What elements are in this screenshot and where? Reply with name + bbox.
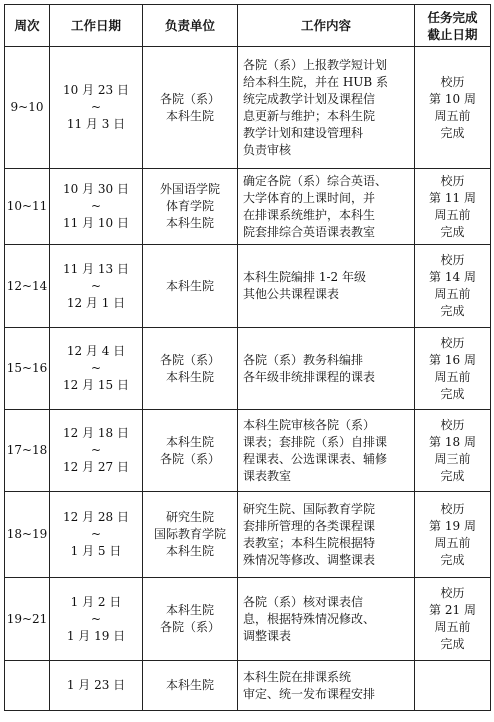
header-deadline	[415, 5, 491, 47]
date-end: 1 月 5 日	[70, 544, 122, 558]
content-line: 各院（系）上报教学短计划	[243, 57, 388, 72]
table-body	[5, 47, 491, 711]
content-line: 殊情况等修改、调整课表	[243, 552, 376, 567]
deadline-line: 完成	[440, 224, 465, 239]
content-line: 课表；套排院（系）自排课	[243, 434, 388, 449]
deadline-cell	[415, 492, 491, 578]
unit-cell	[143, 661, 238, 711]
date-start: 11 月 13 日	[63, 261, 129, 276]
content-line: 表教室；本科生院根据特	[243, 535, 376, 550]
header-row	[5, 5, 491, 47]
date-cell	[50, 661, 143, 711]
date-separator: ~	[90, 100, 102, 114]
week-cell: 10~11	[5, 169, 50, 245]
deadline-line: 第 19 周	[429, 518, 476, 533]
deadline-cell	[415, 245, 491, 328]
date-start: 10 月 30 日	[63, 182, 129, 196]
unit-line: 各院（系）	[159, 620, 220, 634]
date-end: 11 月 3 日	[66, 117, 126, 131]
deadline-line: 第 11 周	[429, 190, 476, 205]
deadline-cell	[415, 169, 491, 245]
content-line: 各院（系）教务科编排	[243, 352, 364, 367]
content-line: 其他公共课程课表	[243, 287, 340, 301]
unit-cell	[143, 47, 238, 169]
deadline-cell	[415, 578, 491, 661]
deadline-line: 第 14 周	[429, 270, 476, 284]
content-line: 各年级非统排课程的课表	[243, 369, 376, 384]
header-deadline-line: 任务完成	[427, 9, 478, 25]
date-separator: ~	[90, 443, 102, 457]
deadline-line: 周五前	[434, 207, 471, 222]
deadline-line: 校历	[440, 586, 465, 600]
content-cell	[238, 328, 415, 410]
date-start: 1 月 2 日	[70, 594, 122, 609]
content-line: 本科生院审核各院（系）	[243, 417, 376, 432]
week-cell: 15~16	[5, 328, 50, 410]
unit-line: 各院（系）	[159, 451, 220, 466]
date-separator: ~	[90, 611, 102, 626]
content-line: 院套排综合英语课表教室	[243, 224, 376, 239]
content-line: 审定、统一发布课程安排	[243, 686, 376, 701]
week-cell	[5, 661, 50, 711]
content-line: 统完成教学计划及课程信	[243, 91, 376, 106]
content-line: 给本科生院，并在 HUB 系	[243, 74, 389, 89]
week-cell: 17~18	[5, 410, 50, 492]
content-cell	[238, 661, 415, 711]
header-week: 周次	[5, 5, 50, 47]
deadline-cell	[415, 661, 491, 711]
table-row	[5, 661, 491, 711]
deadline-line: 第 18 周	[429, 434, 476, 449]
content-line: 息，根据特殊情况修改、	[243, 611, 376, 626]
content-line: 各院（系）核对课表信	[243, 594, 364, 609]
unit-line: 本科生院	[165, 216, 214, 230]
deadline-line: 校历	[440, 417, 465, 432]
date-separator: ~	[90, 199, 102, 213]
header-date: 工作日期	[50, 5, 143, 47]
unit-line: 本科生院	[165, 544, 214, 558]
content-cell	[238, 245, 415, 328]
unit-line: 本科生院	[165, 603, 214, 617]
deadline-line: 周五前	[434, 108, 471, 123]
deadline-line: 完成	[440, 386, 465, 401]
content-cell	[238, 169, 415, 245]
deadline-line: 周三前	[434, 451, 471, 466]
deadline-line: 完成	[440, 304, 465, 318]
unit-line: 本科生院	[165, 108, 214, 123]
unit-line: 外国语学院	[159, 182, 220, 196]
deadline-line: 完成	[440, 552, 465, 567]
content-line: 课表教室	[243, 468, 292, 483]
unit-line: 本科生院	[165, 434, 214, 449]
unit-line: 体育学院	[165, 199, 214, 213]
date-end: 11 月 10 日	[63, 216, 129, 230]
deadline-line: 校历	[440, 253, 465, 267]
deadline-cell	[415, 328, 491, 410]
content-line: 套排所管理的各类课程课	[243, 518, 376, 533]
unit-line: 各院（系）	[159, 352, 220, 367]
unit-line: 本科生院	[165, 678, 214, 692]
content-line: 大学体育的上课时间，并	[243, 190, 376, 205]
content-cell	[238, 410, 415, 492]
content-line: 调整课表	[243, 628, 292, 643]
unit-cell	[143, 578, 238, 661]
unit-cell	[143, 492, 238, 578]
unit-line: 各院（系）	[159, 91, 220, 106]
content-line: 在排课系统维护，本科生	[243, 207, 376, 222]
unit-line: 研究生院	[165, 510, 214, 524]
deadline-line: 周五前	[434, 535, 471, 550]
date-separator: ~	[90, 278, 102, 293]
deadline-line: 第 21 周	[429, 603, 476, 617]
content-line: 确定各院（系）综合英语、	[243, 173, 388, 188]
deadline-line: 完成	[440, 468, 465, 483]
table-row	[5, 492, 491, 578]
content-line: 程课表、公选课课表、辅修	[243, 451, 388, 466]
deadline-line: 校历	[440, 501, 465, 516]
unit-cell	[143, 328, 238, 410]
content-cell	[238, 47, 415, 169]
date-end: 12 月 27 日	[63, 460, 129, 474]
week-cell: 19~21	[5, 578, 50, 661]
table-row	[5, 578, 491, 661]
schedule-table	[4, 4, 491, 711]
content-line: 研究生院、国际教育学院	[243, 501, 376, 516]
date-start: 12 月 4 日	[66, 344, 126, 358]
date-cell	[50, 410, 143, 492]
date-start: 10 月 23 日	[63, 83, 129, 97]
date-start: 12 月 28 日	[63, 510, 129, 524]
content-line: 息更新与维护；本科生院	[243, 108, 376, 123]
date-separator: ~	[90, 527, 102, 541]
deadline-line: 完成	[440, 125, 465, 140]
table-row	[5, 410, 491, 492]
date-cell	[50, 578, 143, 661]
unit-cell	[143, 169, 238, 245]
date-cell	[50, 47, 143, 169]
date-cell	[50, 492, 143, 578]
week-cell: 12~14	[5, 245, 50, 328]
deadline-line: 第 10 周	[429, 91, 476, 106]
unit-line: 国际教育学院	[153, 527, 226, 541]
deadline-line: 第 16 周	[429, 352, 476, 367]
table-row	[5, 245, 491, 328]
header-unit: 负责单位	[143, 5, 238, 47]
unit-line: 本科生院	[165, 278, 214, 293]
date-end: 1 月 19 日	[66, 628, 126, 643]
deadline-line: 完成	[440, 637, 465, 651]
content-line: 负责审核	[243, 142, 292, 157]
deadline-line: 校历	[440, 335, 465, 350]
content-cell	[238, 578, 415, 661]
header-deadline-line: 截止日期	[427, 26, 478, 42]
deadline-line: 周五前	[434, 369, 471, 384]
content-cell	[238, 492, 415, 578]
content-line: 教学计划和建设管理科	[243, 125, 364, 140]
date-end: 12 月 1 日	[66, 295, 126, 310]
content-line: 本科生院在排课系统	[243, 669, 352, 684]
deadline-cell	[415, 47, 491, 169]
deadline-line: 校历	[440, 173, 465, 188]
unit-cell	[143, 410, 238, 492]
week-cell: 18~19	[5, 492, 50, 578]
week-cell: 9~10	[5, 47, 50, 169]
deadline-line: 校历	[440, 74, 465, 89]
deadline-line: 周五前	[434, 620, 471, 634]
date-end: 12 月 15 日	[63, 378, 129, 392]
date-cell	[50, 245, 143, 328]
table-row	[5, 169, 491, 245]
unit-line: 本科生院	[165, 369, 214, 384]
deadline-line: 周五前	[434, 287, 471, 301]
date-start: 12 月 18 日	[63, 426, 129, 440]
unit-cell	[143, 245, 238, 328]
date-separator: ~	[90, 361, 102, 375]
table-row	[5, 47, 491, 169]
header-content: 工作内容	[238, 5, 415, 47]
content-line: 本科生院编排 1-2 年级	[243, 270, 366, 284]
date-cell	[50, 169, 143, 245]
table-row	[5, 328, 491, 410]
date-start: 1 月 23 日	[66, 678, 126, 692]
date-cell	[50, 328, 143, 410]
deadline-cell	[415, 410, 491, 492]
